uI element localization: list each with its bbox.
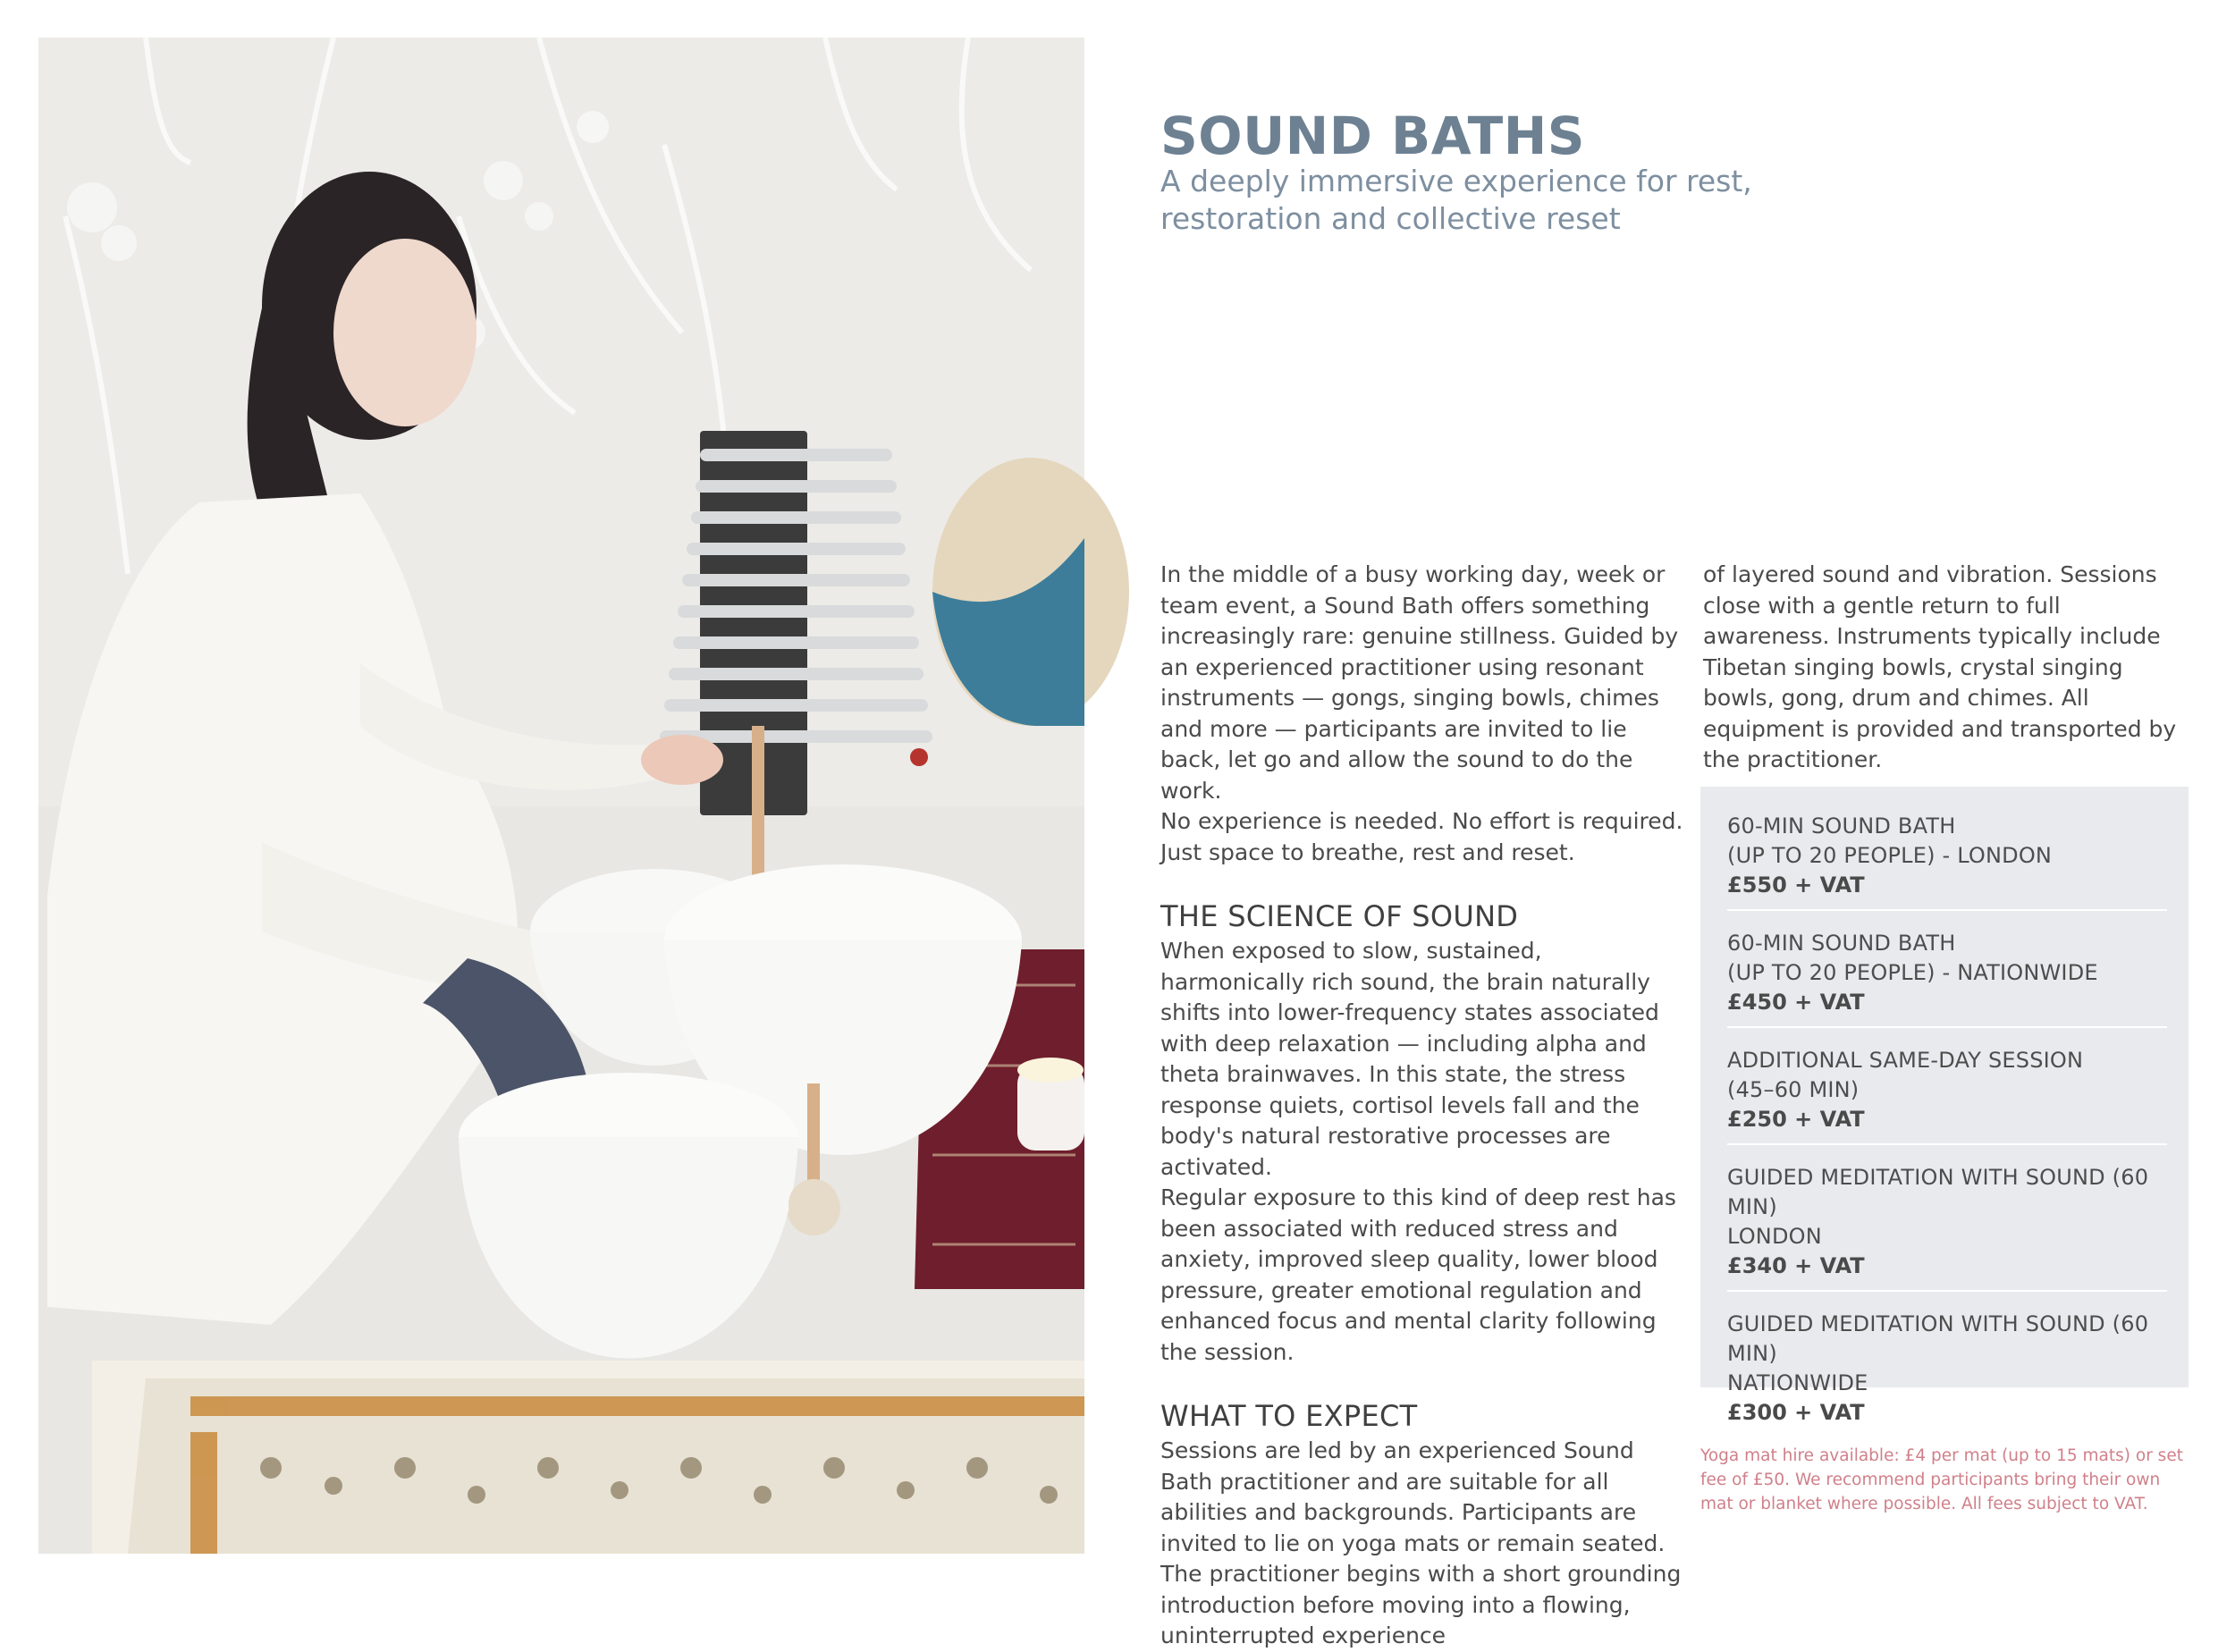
science-heading: THE SCIENCE OF SOUND [1160, 899, 1519, 933]
page-subtitle: A deeply immersive experience for rest, restoration and collective reset [1160, 164, 1752, 236]
price-item-title: GUIDED MEDITATION WITH SOUND (60 MIN) [1727, 1311, 2149, 1366]
price-list [1700, 787, 2189, 1425]
science-paragraph-2: Regular exposure to this kind of deep rest has been associated with reduced stress and anxiety, improved sleep quality, lower blood pressure, greater emotional regulation and enhanced focus and mental clarity following the session. [1160, 1184, 1676, 1365]
price-item-detail: (UP TO 20 PEOPLE) - LONDON [1727, 843, 2053, 868]
price-value: £340 + VAT [1727, 1253, 1865, 1278]
body-column-right [1703, 560, 2190, 776]
expect-paragraph: Sessions are led by an experienced Sound Bath practitioner and are suitable for all abilities and backgrounds. Participants are invited to lie on yoga mats or remain seated. The practitioner begins with a short grounding introduction before moving into a flowing, uninterrupted experience [1160, 1437, 1682, 1648]
price-value: £250 + VAT [1727, 1107, 1865, 1132]
intro-paragraph: In the middle of a busy working day, week or team event, a Sound Bath offers something increasingly rare: genuine stillness. Guided by an experienced practitioner using resonant instruments — gongs, singing bowls, chimes and more — participants are invited to lie back, let go and allow the sound to do the work. [1160, 561, 1679, 804]
price-item [1727, 1163, 2167, 1292]
price-item-detail: LONDON [1727, 1224, 1822, 1249]
price-value: £550 + VAT [1727, 872, 1865, 898]
price-item-detail: NATIONWIDE [1727, 1370, 1868, 1395]
photo-illustration [38, 38, 1084, 1554]
expect-heading: WHAT TO EXPECT [1160, 1399, 1418, 1433]
mat-hire-note: Yoga mat hire available: £4 per mat (up to 15 mats) or set fee of £50. We recommend participants bring their own mat or blanket where possible. All fees subject to VAT. [1700, 1446, 2183, 1513]
intro-paragraph-2: No experience is needed. No effort is required. Just space to breathe, rest and reset. [1160, 808, 1683, 865]
price-item [1727, 929, 2167, 1028]
price-item-title: ADDITIONAL SAME-DAY SESSION [1727, 1048, 2084, 1073]
price-item-title: GUIDED MEDITATION WITH SOUND (60 MIN) [1727, 1165, 2149, 1219]
price-item [1727, 812, 2167, 911]
price-value: £300 + VAT [1727, 1400, 1865, 1425]
expect-paragraph-continued: of layered sound and vibration. Sessions close with a gentle return to full awareness. Instruments typically include Tibetan singing bowls, crystal singing bowls, gong, drum and chimes. All equipment is provided and transported by the practitioner. [1703, 561, 2177, 772]
price-item [1727, 1046, 2167, 1145]
price-value: £450 + VAT [1727, 990, 1865, 1015]
price-item-title: 60-MIN SOUND BATH [1727, 813, 1956, 839]
body-column-left [1160, 560, 1683, 1652]
price-item-detail: (UP TO 20 PEOPLE) - NATIONWIDE [1727, 960, 2098, 985]
sound-bath-photo [38, 38, 1084, 1554]
science-paragraph: When exposed to slow, sustained, harmonically rich sound, the brain naturally shifts into lower-frequency states associated with deep relaxation — including alpha and theta brainwaves. In this state, the stress response quiets, cortisol levels fall and the body's natural restorative processes are activated. [1160, 938, 1659, 1180]
page-title: SOUND BATHS [1160, 105, 1586, 166]
price-item-title: 60-MIN SOUND BATH [1727, 931, 1956, 956]
price-item-detail: (45–60 MIN) [1727, 1077, 1860, 1102]
price-item [1727, 1310, 2167, 1437]
